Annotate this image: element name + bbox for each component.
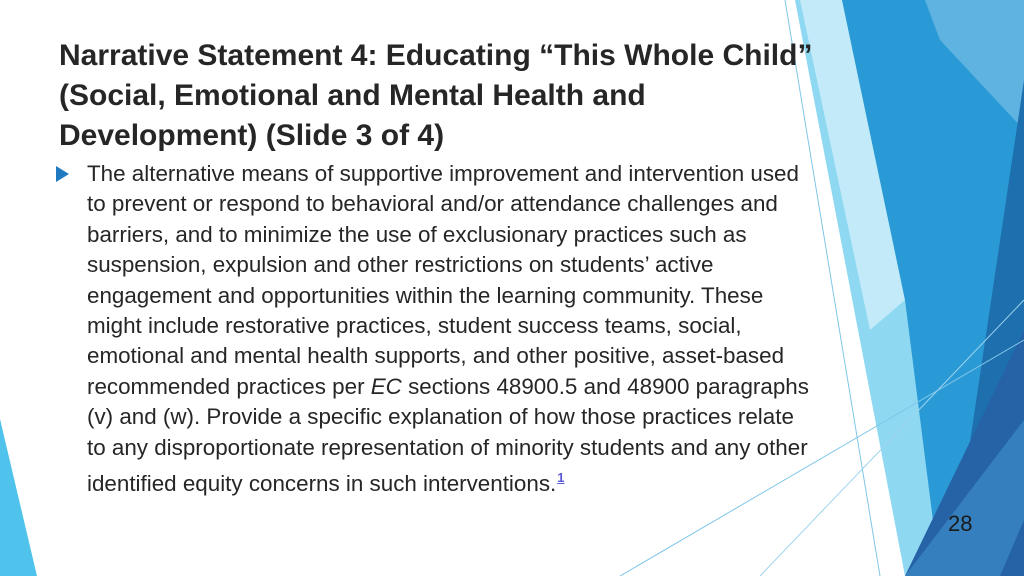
bullet-text-part-1: The alternative means of supportive improvement and intervention used to prevent or respond to behavioral and/or attendance challenges and barriers, and to minimize the use of exclusionary practices such as suspension, expulsion and other restrictions on students’ active engagement and opportunities within the learning community. These might include restorative practices, student success teams, social, emotional and mental health supports, and other positive, asset-based recommended practices per — [87, 161, 799, 399]
bullet-text — [87, 159, 817, 499]
page-number: 28 — [948, 511, 973, 536]
bullet-text-italic: EC — [370, 373, 402, 399]
footnote-link[interactable]: 1 — [557, 470, 565, 486]
bullet-text-part-2: sections 48900.5 and 48900 paragraphs (v) and (w). Provide a specific explanation of how those practices relate to any disproportionate representation of minority students and any other identified equity concerns in such interventions. — [87, 373, 809, 497]
slide-title: Narrative Statement 4: Educating “This Whole Child” (Social, Emotional and Mental Health and Development) (Slide 3 of 4) — [59, 39, 813, 152]
left-corner-triangle-shape — [0, 419, 37, 576]
triangle-bullet-icon — [56, 166, 69, 182]
